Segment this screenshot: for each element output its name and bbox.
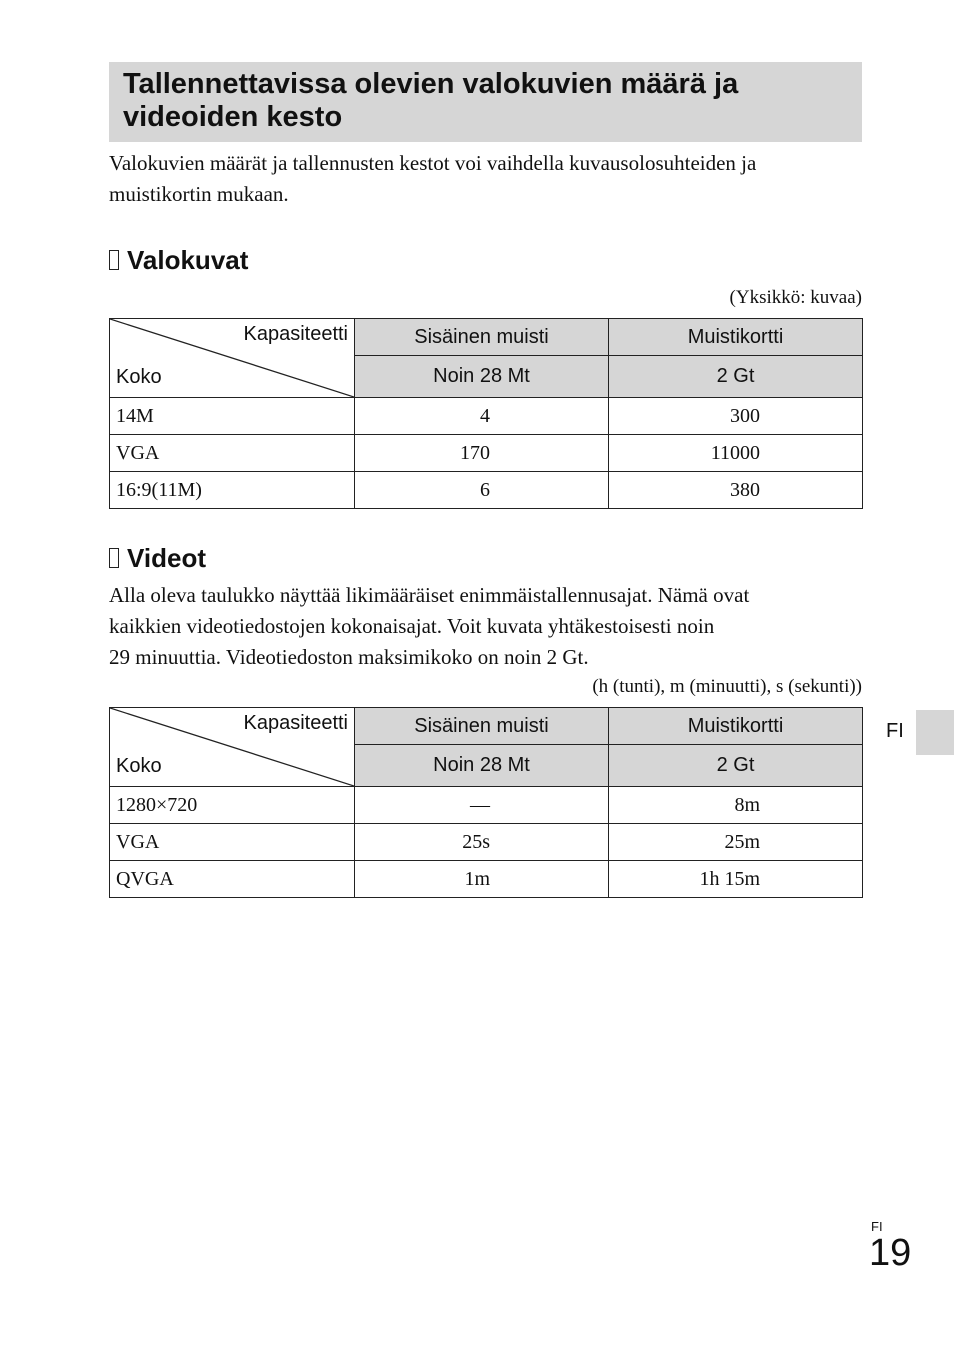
row-size: 16:9(11M) xyxy=(110,472,355,509)
table-row xyxy=(110,435,863,472)
row-internal: 1m xyxy=(355,861,609,898)
row-size: VGA xyxy=(110,435,355,472)
sub-card-header: 2 Gt xyxy=(609,356,863,398)
sub-card-header: 2 Gt xyxy=(609,745,863,787)
size-label: Koko xyxy=(116,366,162,388)
row-card: 25m xyxy=(609,824,863,861)
videos-text-line: kaikkien videotiedostojen kokonaisajat. Voit kuvata yhtäkestoisesti noin xyxy=(109,614,715,638)
col-internal-header: Sisäinen muisti xyxy=(355,319,609,356)
title-banner xyxy=(109,62,862,142)
side-language-label: FI xyxy=(886,720,904,742)
row-size: VGA xyxy=(110,824,355,861)
videos-heading xyxy=(109,542,206,574)
table-row xyxy=(110,398,863,435)
table-row xyxy=(110,861,863,898)
videos-text-line: 29 minuuttia. Videotiedoston maksimikoko on noin 2 Gt. xyxy=(109,645,589,669)
row-size: 14M xyxy=(110,398,355,435)
capacity-label: Kapasiteetti xyxy=(243,323,348,345)
videos-unit-note: (h (tunti), m (minuutti), s (sekunti)) xyxy=(592,676,862,697)
page-number: 19 xyxy=(869,1232,912,1274)
col-card-header: Muistikortti xyxy=(609,319,863,356)
row-size: QVGA xyxy=(110,861,355,898)
videos-text-line: Alla oleva taulukko näyttää likimääräiset enimmäistallennusajat. Nämä ovat xyxy=(109,583,750,607)
row-card: 8m xyxy=(609,787,863,824)
size-label: Koko xyxy=(116,755,162,777)
photos-heading-text: Valokuvat xyxy=(127,245,249,275)
photos-table xyxy=(109,318,863,509)
row-card: 380 xyxy=(609,472,863,509)
photos-heading xyxy=(109,244,248,276)
row-internal: 25s xyxy=(355,824,609,861)
section-marker-icon xyxy=(109,548,119,568)
row-internal: 170 xyxy=(355,435,609,472)
row-size: 1280×720 xyxy=(110,787,355,824)
side-tab xyxy=(916,710,954,755)
row-card: 11000 xyxy=(609,435,863,472)
sub-internal-header: Noin 28 Mt xyxy=(355,745,609,787)
row-internal: — xyxy=(355,787,609,824)
photos-unit-note: (Yksikkö: kuvaa) xyxy=(729,287,862,308)
sub-internal-header: Noin 28 Mt xyxy=(355,356,609,398)
col-card-header: Muistikortti xyxy=(609,708,863,745)
page-title: Tallennettavissa olevien valokuvien määrä ja videoiden kesto xyxy=(123,68,739,133)
col-internal-header: Sisäinen muisti xyxy=(355,708,609,745)
row-card: 300 xyxy=(609,398,863,435)
table-row xyxy=(110,787,863,824)
videos-table xyxy=(109,707,863,898)
videos-heading-text: Videot xyxy=(127,543,206,573)
section-marker-icon xyxy=(109,250,119,270)
row-internal: 6 xyxy=(355,472,609,509)
intro-paragraph: Valokuvien määrät ja tallennusten kestot voi vaihdella kuvausolosuhteiden ja muistikortin mukaan. xyxy=(109,151,757,206)
footer-language: FI xyxy=(871,1219,883,1234)
table-row xyxy=(110,824,863,861)
photos-table-corner xyxy=(110,319,355,398)
row-internal: 4 xyxy=(355,398,609,435)
videos-table-corner xyxy=(110,708,355,787)
capacity-label: Kapasiteetti xyxy=(243,712,348,734)
row-card: 1h 15m xyxy=(609,861,863,898)
table-row xyxy=(110,472,863,509)
videos-paragraph xyxy=(109,580,862,673)
